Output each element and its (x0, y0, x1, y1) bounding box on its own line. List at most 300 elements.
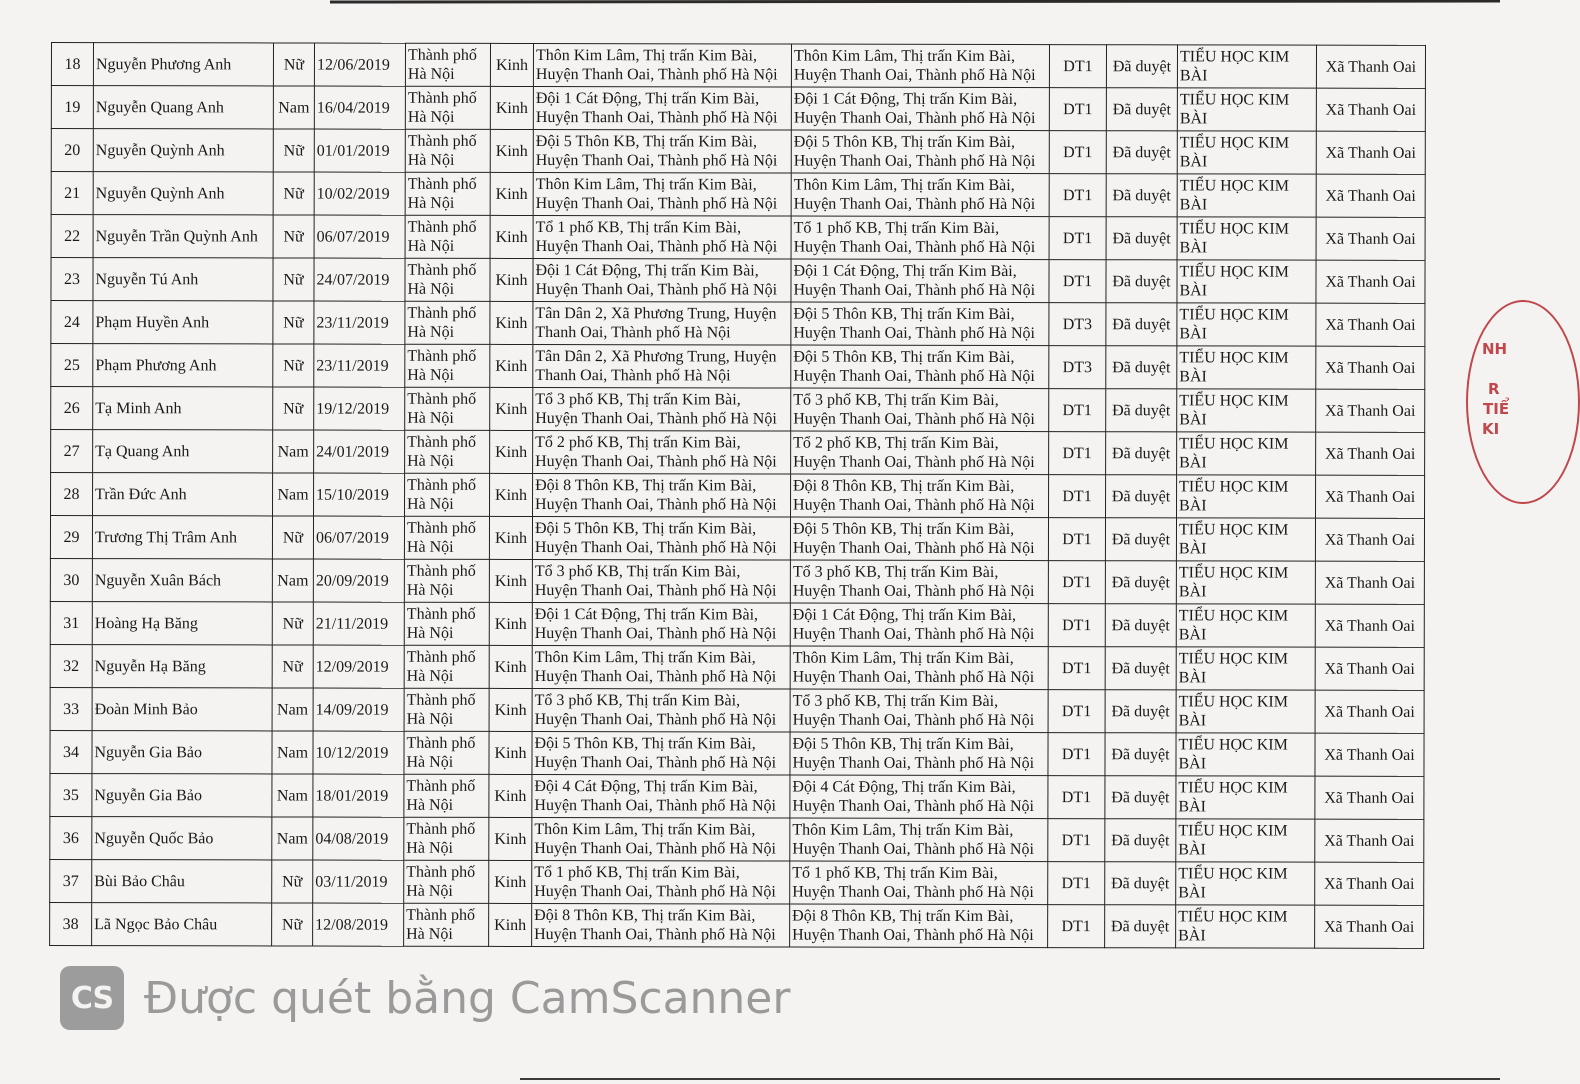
current-address-line: Đội 1 Cát Động, Thị trấn Kim Bài, (793, 262, 1017, 281)
table-row (51, 344, 1425, 390)
row-number-cell: 22 (51, 215, 93, 258)
registered-address-cell (532, 904, 790, 948)
current-address-line: Huyện Thanh Oai, Thành phố Hà Nội (793, 281, 1036, 300)
registered-address-line: Đội 5 Thôn KB, Thị trấn Kim Bài, (535, 133, 757, 151)
roster-body (50, 43, 1426, 949)
place-of-birth-cell (404, 602, 489, 645)
priority-group-cell: DT1 (1048, 776, 1105, 819)
place-of-birth-line: Hà Nội (407, 65, 455, 83)
gender-cell: Nữ (272, 516, 313, 559)
approval-status-cell: Đã duyệt (1105, 604, 1176, 647)
place-of-birth-line: Hà Nội (406, 882, 453, 900)
gender-cell: Nữ (273, 387, 314, 430)
gender-cell: Nữ (272, 860, 313, 903)
place-of-birth-cell (405, 473, 490, 516)
date-of-birth-cell: 23/11/2019 (314, 344, 405, 387)
school-name-line: TIỂU HỌC KIM (1179, 134, 1290, 152)
registered-address-line: Đội 1 Cát Động, Thị trấn Kim Bài, (534, 606, 759, 624)
priority-group-cell: DT1 (1049, 217, 1106, 260)
registered-address-line: Huyện Thanh Oai, Thành phố Hà Nội (534, 668, 777, 686)
current-address-cell (790, 775, 1048, 819)
bottom-edge-line (520, 1078, 1500, 1080)
registered-address-cell (533, 345, 791, 389)
date-of-birth-cell: 23/11/2019 (314, 301, 405, 344)
school-name-line: BÀI (1179, 282, 1208, 300)
gender-cell: Nam (272, 817, 313, 860)
place-of-birth-cell (405, 129, 490, 172)
student-name-cell: Nguyễn Hạ Băng (92, 645, 272, 688)
date-of-birth-cell: 10/02/2019 (314, 172, 405, 215)
registered-address-line: Huyện Thanh Oai, Thành phố Hà Nội (535, 453, 777, 471)
place-of-birth-line: Thành phố (407, 347, 477, 365)
approval-status-cell: Đã duyệt (1106, 260, 1177, 303)
registered-address-line: Huyện Thanh Oai, Thành phố Hà Nội (534, 883, 776, 901)
row-number-cell: 32 (50, 644, 92, 687)
place-of-birth-cell (404, 817, 489, 860)
commune-cell: Xã Thanh Oai (1315, 862, 1424, 905)
student-name-cell: Nguyễn Quỳnh Anh (93, 129, 273, 172)
registered-address-line: Đội 1 Cát Động, Thị trấn Kim Bài, (535, 262, 759, 280)
current-address-line: Đội 5 Thôn KB, Thị trấn Kim Bài, (793, 348, 1015, 367)
current-address-line: Đội 4 Cát Động, Thị trấn Kim Bài, (792, 778, 1016, 797)
school-name-line: BÀI (1179, 239, 1208, 257)
table-row (50, 516, 1424, 562)
place-of-birth-line: Hà Nội (407, 323, 455, 341)
watermark-text: Được quét bằng CamScanner (144, 972, 791, 1024)
registered-address-line: Đội 1 Cát Động, Thị trấn Kim Bài, (535, 90, 760, 108)
current-address-line: Huyện Thanh Oai, Thành phố Hà Nội (792, 539, 1035, 558)
row-number-cell: 18 (51, 43, 93, 86)
current-address-cell (790, 517, 1048, 561)
place-of-birth-line: Hà Nội (406, 753, 454, 771)
registered-address-line: Huyện Thanh Oai, Thành phố Hà Nội (534, 840, 776, 858)
school-name-line: TIỂU HỌC KIM (1178, 822, 1288, 840)
date-of-birth-cell: 03/11/2019 (313, 860, 404, 903)
school-name-line: BÀI (1179, 67, 1208, 85)
ethnicity-cell: Kinh (489, 903, 532, 946)
registered-address-cell (532, 646, 790, 690)
student-name-cell: Nguyễn Trần Quỳnh Anh (93, 215, 273, 258)
row-number-cell: 35 (50, 773, 92, 816)
school-name-cell (1177, 260, 1316, 303)
place-of-birth-line: Hà Nội (406, 538, 454, 556)
commune-cell: Xã Thanh Oai (1315, 561, 1424, 604)
approval-status-cell: Đã duyệt (1105, 862, 1176, 905)
place-of-birth-cell (405, 258, 490, 301)
registered-address-line: Huyện Thanh Oai, Thành phố Hà Nội (535, 410, 777, 428)
date-of-birth-cell: 24/07/2019 (314, 258, 405, 301)
gender-cell: Nữ (273, 43, 314, 86)
current-address-cell (790, 560, 1048, 604)
place-of-birth-line: Hà Nội (406, 925, 453, 943)
place-of-birth-cell (404, 688, 489, 731)
registered-address-cell (533, 216, 791, 260)
approval-status-cell: Đã duyệt (1106, 174, 1177, 217)
stamp-fragment: NH (1482, 340, 1508, 358)
current-address-cell (790, 603, 1048, 647)
school-name-line: BÀI (1179, 497, 1207, 515)
gender-cell: Nam (273, 473, 314, 516)
commune-cell: Xã Thanh Oai (1315, 647, 1424, 690)
date-of-birth-cell: 06/07/2019 (314, 215, 405, 258)
current-address-line: Tổ 2 phố KB, Thị trấn Kim Bài, (793, 434, 999, 452)
registered-address-cell (533, 431, 791, 475)
place-of-birth-line: Thành phố (406, 562, 476, 580)
current-address-line: Tổ 3 phố KB, Thị trấn Kim Bài, (792, 563, 999, 581)
registered-address-line: Thôn Kim Lâm, Thị trấn Kim Bài, (535, 176, 757, 194)
row-number-cell: 33 (50, 687, 92, 730)
school-name-cell (1176, 561, 1315, 604)
student-name-cell: Đoàn Minh Bảo (92, 688, 272, 731)
student-name-cell: Phạm Huyền Anh (93, 301, 273, 344)
priority-group-cell: DT1 (1049, 88, 1106, 131)
table-row (51, 473, 1425, 519)
current-address-line: Huyện Thanh Oai, Thành phố Hà Nội (793, 66, 1036, 85)
row-number-cell: 21 (51, 172, 93, 215)
school-name-line: TIỂU HỌC KIM (1178, 650, 1289, 668)
commune-cell: Xã Thanh Oai (1315, 776, 1424, 819)
date-of-birth-cell: 01/01/2019 (314, 129, 405, 172)
approval-status-cell: Đã duyệt (1105, 776, 1176, 819)
place-of-birth-line: Thành phố (407, 476, 476, 494)
priority-group-cell: DT1 (1048, 647, 1105, 690)
place-of-birth-cell (405, 86, 490, 129)
table-row (51, 172, 1425, 218)
priority-group-cell: DT1 (1049, 432, 1106, 475)
place-of-birth-cell (404, 860, 489, 903)
registered-address-cell (532, 861, 790, 905)
school-name-line: TIỂU HỌC KIM (1178, 521, 1289, 539)
row-number-cell: 37 (50, 859, 92, 902)
registered-address-cell (532, 818, 790, 862)
red-stamp-seal (1466, 300, 1580, 504)
current-address-cell (791, 259, 1049, 303)
commune-cell: Xã Thanh Oai (1316, 174, 1425, 217)
school-name-cell (1176, 733, 1315, 776)
registered-address-line: Huyện Thanh Oai, Thành phố Hà Nội (534, 539, 777, 557)
registered-address-line: Thanh Oai, Thành phố Hà Nội (535, 324, 731, 342)
ethnicity-cell: Kinh (490, 129, 533, 172)
place-of-birth-line: Hà Nội (407, 409, 454, 427)
school-name-line: BÀI (1178, 841, 1206, 859)
school-name-line: TIỂU HỌC KIM (1179, 48, 1290, 66)
school-name-line: TIỂU HỌC KIM (1178, 865, 1288, 883)
table-row (51, 43, 1425, 89)
stamp-fragment: KI (1482, 420, 1500, 438)
school-name-line: TIỂU HỌC KIM (1178, 693, 1288, 711)
priority-group-cell: DT1 (1049, 174, 1106, 217)
current-address-line: Đội 8 Thôn KB, Thị trấn Kim Bài, (793, 477, 1015, 496)
registered-address-line: Tổ 3 phố KB, Thị trấn Kim Bài, (534, 692, 741, 710)
registered-address-line: Huyện Thanh Oai, Thành phố Hà Nội (535, 496, 777, 514)
place-of-birth-cell (405, 430, 490, 473)
commune-cell: Xã Thanh Oai (1316, 45, 1425, 88)
school-name-line: TIỂU HỌC KIM (1179, 478, 1289, 496)
current-address-line: Thôn Kim Lâm, Thị trấn Kim Bài, (793, 47, 1016, 66)
date-of-birth-cell: 12/08/2019 (313, 903, 404, 946)
school-name-line: BÀI (1178, 669, 1207, 687)
current-address-cell (791, 388, 1049, 432)
current-address-cell (790, 732, 1048, 776)
date-of-birth-cell: 24/01/2019 (314, 430, 405, 473)
table-row (50, 558, 1424, 604)
current-address-line: Huyện Thanh Oai, Thành phố Hà Nội (793, 453, 1035, 472)
registered-address-cell (533, 302, 791, 346)
approval-status-cell: Đã duyệt (1105, 518, 1176, 561)
table-row (51, 215, 1425, 261)
current-address-line: Huyện Thanh Oai, Thành phố Hà Nội (793, 496, 1035, 515)
approval-status-cell: Đã duyệt (1105, 819, 1176, 862)
current-address-line: Huyện Thanh Oai, Thành phố Hà Nội (792, 582, 1035, 601)
place-of-birth-line: Hà Nội (407, 280, 455, 298)
student-roster-table (49, 42, 1426, 949)
table-row (50, 601, 1424, 647)
date-of-birth-cell: 20/09/2019 (313, 559, 404, 602)
ethnicity-cell: Kinh (489, 688, 532, 731)
ethnicity-cell: Kinh (489, 516, 532, 559)
row-number-cell: 36 (50, 816, 92, 859)
commune-cell: Xã Thanh Oai (1315, 690, 1424, 733)
school-name-line: TIỂU HỌC KIM (1178, 736, 1288, 754)
table-row (50, 730, 1424, 776)
current-address-line: Huyện Thanh Oai, Thành phố Hà Nội (793, 195, 1036, 214)
registered-address-cell (532, 603, 790, 647)
registered-address-cell (533, 130, 791, 174)
registered-address-line: Đội 4 Cát Động, Thị trấn Kim Bài, (534, 778, 758, 796)
approval-status-cell: Đã duyệt (1105, 733, 1176, 776)
commune-cell: Xã Thanh Oai (1315, 905, 1424, 948)
school-name-cell (1177, 475, 1316, 518)
gender-cell: Nam (272, 731, 313, 774)
school-name-cell (1176, 647, 1315, 690)
school-name-cell (1177, 131, 1316, 174)
table-row (50, 859, 1424, 905)
school-name-cell (1176, 518, 1315, 561)
gender-cell: Nam (272, 559, 313, 602)
school-name-line: BÀI (1179, 196, 1208, 214)
registered-address-line: Huyện Thanh Oai, Thành phố Hà Nội (534, 797, 777, 815)
current-address-line: Đội 5 Thôn KB, Thị trấn Kim Bài, (792, 520, 1015, 539)
current-address-cell (791, 44, 1049, 88)
date-of-birth-cell: 06/07/2019 (313, 516, 404, 559)
priority-group-cell: DT3 (1049, 303, 1106, 346)
school-name-line: TIỂU HỌC KIM (1179, 349, 1289, 367)
current-address-cell (791, 130, 1049, 174)
current-address-line: Thôn Kim Lâm, Thị trấn Kim Bài, (792, 649, 1014, 668)
school-name-cell (1176, 690, 1315, 733)
ethnicity-cell: Kinh (489, 860, 532, 903)
priority-group-cell: DT1 (1048, 518, 1105, 561)
current-address-line: Huyện Thanh Oai, Thành phố Hà Nội (792, 625, 1035, 644)
registered-address-line: Tổ 1 phố KB, Thị trấn Kim Bài, (534, 864, 740, 882)
place-of-birth-line: Hà Nội (406, 710, 454, 728)
commune-cell: Xã Thanh Oai (1316, 217, 1425, 260)
approval-status-cell: Đã duyệt (1106, 303, 1177, 346)
registered-address-line: Đội 8 Thôn KB, Thị trấn Kim Bài, (535, 477, 757, 495)
approval-status-cell: Đã duyệt (1106, 45, 1177, 88)
school-name-cell (1176, 905, 1315, 948)
date-of-birth-cell: 12/09/2019 (313, 645, 404, 688)
current-address-line: Huyện Thanh Oai, Thành phố Hà Nội (792, 711, 1035, 730)
row-number-cell: 27 (51, 430, 93, 473)
place-of-birth-line: Thành phố (406, 648, 476, 666)
registered-address-cell (533, 474, 791, 518)
place-of-birth-line: Thành phố (407, 132, 477, 150)
priority-group-cell: DT1 (1048, 604, 1105, 647)
registered-address-line: Tân Dân 2, Xã Phương Trung, Huyện (535, 305, 777, 323)
school-name-cell (1177, 346, 1316, 389)
current-address-line: Đội 8 Thôn KB, Thị trấn Kim Bài, (792, 907, 1014, 926)
place-of-birth-line: Thành phố (407, 218, 477, 236)
gender-cell: Nam (273, 430, 314, 473)
row-number-cell: 29 (50, 516, 92, 559)
school-name-line: TIỂU HỌC KIM (1179, 263, 1289, 281)
ethnicity-cell: Kinh (489, 817, 532, 860)
place-of-birth-line: Thành phố (407, 433, 477, 451)
school-name-line: TIỂU HỌC KIM (1179, 306, 1289, 324)
commune-cell: Xã Thanh Oai (1316, 346, 1425, 389)
student-name-cell: Nguyễn Gia Bảo (92, 774, 272, 817)
gender-cell: Nữ (273, 215, 314, 258)
table-row (51, 430, 1425, 476)
ethnicity-cell: Kinh (489, 645, 532, 688)
row-number-cell: 25 (51, 344, 93, 387)
ethnicity-cell: Kinh (489, 559, 532, 602)
school-name-cell (1177, 88, 1316, 131)
ethnicity-cell: Kinh (490, 43, 533, 86)
place-of-birth-cell (405, 215, 490, 258)
commune-cell: Xã Thanh Oai (1316, 432, 1425, 475)
current-address-cell (791, 173, 1049, 217)
place-of-birth-line: Hà Nội (407, 151, 455, 169)
priority-group-cell: DT1 (1048, 561, 1105, 604)
gender-cell: Nam (273, 86, 314, 129)
table-row (51, 258, 1425, 304)
priority-group-cell: DT1 (1048, 733, 1105, 776)
date-of-birth-cell: 04/08/2019 (313, 817, 404, 860)
approval-status-cell: Đã duyệt (1106, 217, 1177, 260)
ethnicity-cell: Kinh (490, 258, 533, 301)
student-name-cell: Nguyễn Quốc Bảo (92, 817, 272, 860)
stamp-fragment: R (1488, 380, 1500, 398)
current-address-line: Đội 1 Cát Động, Thị trấn Kim Bài, (792, 606, 1017, 625)
table-row (51, 86, 1425, 132)
gender-cell: Nữ (273, 172, 314, 215)
place-of-birth-line: Thành phố (407, 89, 477, 107)
registered-address-cell (533, 87, 791, 131)
student-name-cell: Trương Thị Trâm Anh (92, 516, 272, 559)
date-of-birth-cell: 21/11/2019 (313, 602, 404, 645)
school-name-cell (1177, 174, 1316, 217)
place-of-birth-cell (405, 344, 490, 387)
place-of-birth-cell (405, 172, 490, 215)
place-of-birth-cell (404, 903, 489, 946)
approval-status-cell: Đã duyệt (1106, 432, 1177, 475)
student-name-cell: Nguyễn Gia Bảo (92, 731, 272, 774)
date-of-birth-cell: 12/06/2019 (314, 43, 405, 86)
school-name-line: BÀI (1179, 411, 1207, 429)
current-address-cell (791, 345, 1049, 389)
school-name-line: BÀI (1179, 153, 1208, 171)
school-name-line: BÀI (1178, 712, 1207, 730)
place-of-birth-line: Thành phố (406, 820, 476, 838)
current-address-line: Đội 5 Thôn KB, Thị trấn Kim Bài, (793, 305, 1015, 324)
row-number-cell: 23 (51, 258, 93, 301)
commune-cell: Xã Thanh Oai (1316, 389, 1425, 432)
approval-status-cell: Đã duyệt (1105, 690, 1176, 733)
registered-address-cell (532, 775, 790, 819)
priority-group-cell: DT1 (1049, 389, 1106, 432)
row-number-cell: 20 (51, 129, 93, 172)
registered-address-cell (532, 517, 790, 561)
current-address-cell (791, 302, 1049, 346)
current-address-cell (790, 689, 1048, 733)
registered-address-line: Huyện Thanh Oai, Thành phố Hà Nội (534, 625, 777, 643)
school-name-line: TIỂU HỌC KIM (1178, 564, 1289, 582)
camscanner-logo-icon: CS (60, 966, 124, 1030)
place-of-birth-line: Hà Nội (407, 194, 455, 212)
table-row (50, 816, 1424, 862)
registered-address-line: Tổ 3 phố KB, Thị trấn Kim Bài, (535, 391, 741, 409)
school-name-cell (1177, 45, 1316, 88)
school-name-line: BÀI (1178, 798, 1206, 816)
registered-address-line: Huyện Thanh Oai, Thành phố Hà Nội (534, 754, 777, 772)
ethnicity-cell: Kinh (490, 86, 533, 129)
gender-cell: Nam (272, 688, 313, 731)
current-address-line: Huyện Thanh Oai, Thành phố Hà Nội (792, 926, 1034, 945)
current-address-line: Tổ 1 phố KB, Thị trấn Kim Bài, (793, 219, 1000, 237)
current-address-cell (790, 861, 1048, 905)
table-row (50, 773, 1424, 819)
current-address-line: Tổ 1 phố KB, Thị trấn Kim Bài, (792, 864, 998, 882)
registered-address-cell (533, 388, 791, 432)
place-of-birth-line: Hà Nội (406, 839, 453, 857)
priority-group-cell: DT1 (1048, 862, 1105, 905)
current-address-line: Thôn Kim Lâm, Thị trấn Kim Bài, (792, 821, 1014, 840)
place-of-birth-cell (405, 43, 490, 86)
registered-address-line: Tân Dân 2, Xã Phương Trung, Huyện (535, 348, 777, 366)
gender-cell: Nữ (272, 903, 313, 946)
commune-cell: Xã Thanh Oai (1316, 260, 1425, 303)
approval-status-cell: Đã duyệt (1106, 475, 1177, 518)
place-of-birth-line: Thành phố (407, 390, 477, 408)
registered-address-line: Huyện Thanh Oai, Thành phố Hà Nội (535, 152, 778, 170)
place-of-birth-line: Hà Nội (407, 237, 455, 255)
student-name-cell: Phạm Phương Anh (93, 344, 273, 387)
school-name-cell (1177, 432, 1316, 475)
priority-group-cell: DT1 (1049, 131, 1106, 174)
approval-status-cell: Đã duyệt (1106, 346, 1177, 389)
school-name-line: TIỂU HỌC KIM (1179, 220, 1289, 238)
table-row (50, 902, 1424, 948)
registered-address-line: Thôn Kim Lâm, Thị trấn Kim Bài, (535, 47, 758, 65)
school-name-line: TIỂU HỌC KIM (1179, 435, 1289, 453)
commune-cell: Xã Thanh Oai (1315, 819, 1424, 862)
commune-cell: Xã Thanh Oai (1315, 518, 1424, 561)
current-address-line: Tổ 3 phố KB, Thị trấn Kim Bài, (792, 692, 999, 710)
school-name-line: BÀI (1178, 884, 1206, 902)
current-address-cell (790, 646, 1048, 690)
gender-cell: Nữ (273, 258, 314, 301)
gender-cell: Nữ (272, 645, 313, 688)
row-number-cell: 28 (51, 473, 93, 516)
commune-cell: Xã Thanh Oai (1316, 303, 1425, 346)
top-edge-line (330, 0, 1500, 4)
current-address-line: Huyện Thanh Oai, Thành phố Hà Nội (793, 152, 1036, 171)
row-number-cell: 31 (50, 601, 92, 644)
gender-cell: Nữ (273, 344, 314, 387)
place-of-birth-line: Hà Nội (406, 796, 454, 814)
